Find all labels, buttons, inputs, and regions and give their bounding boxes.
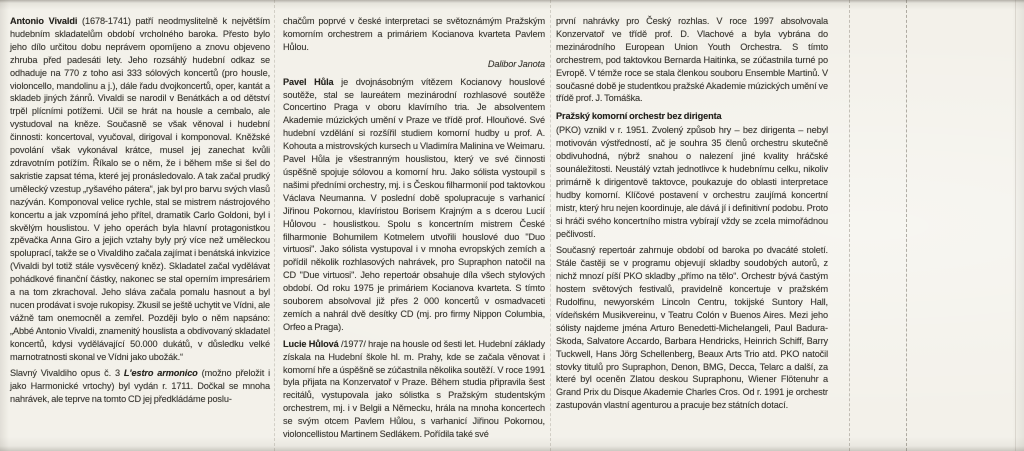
paragraph-text: je dvojnásobným vítězem Kocianovy houslové soutěže, stal se laureátem mezinárodní rozhlasové soutěže Concertino Praga v oboru klavírního tria. Je absolventem Akademie múzických umění v Praze ve třídě prof. Hlouňové. Své hudební vzdělání si rozšířil studiem komorní hudby u prof. A. Kohouta a mistrovských kursech u Vladimíra Malinina ve Weimaru. Pavel Hůla je všestranným houslistou, který ve své činnosti úspěšně spojuje sólovou a komorní hru. Jako sólista vystoupil s našimi předními orchestry, mj. i s Českou filharmonií pod taktovkou Václava Neumanna. V poslední době spolupracuje s varhanicí Jiřinou Pokornou, klavíristou Borisem Krajným a s dcerou Lucií Hůlovou - houslistkou. Spolu s koncertním mistrem České filharmonie Bohumilem Kotmelem utvořili houslové duo "Duo virtuosi". Jako sólista vystupoval i v mnoha evropských zemích a pořídil několik rozhlasových nahrávek, pro Supraphon natočil na CD "Due virtuosi". Jeho repertoár obsahuje díla všech stylových období. Od roku 1975 je primáriem Kocianova kvarteta. S tímto souborem absolvoval již přes 2 000 koncertů v osmadvaceti zemích a nahrál dvě desítky CD (mj. pro firmy Nippon Columbia, Orfeo a Praga). (283, 76, 545, 332)
artist-name-lead: Lucie Hůlová (283, 338, 339, 349)
paragraph-text: (PKO) vznikl v r. 1951. Zvolený způsob hry – bez dirigenta – nebyl motivován výstředností, ač je souhra 35 členů orchestru skutečně obdivuhodná, nýbrž snahou o nalezení jiné kvality hráčské sounáležitosti. Neustálý vztah jednotlivce k hudebnímu celku, nikoliv primárně k dirigentově taktovce, poukazuje do oblasti interpretace hudby komorní. Klíčové postavení v orchestru zaujímá koncertní mistr, který hru nejen koordinuje, ale dává jí i definitivní podobu. Proto si hráči svého koncertního mistra vybírají vždy se zcela mimořádnou pečlivostí. (556, 125, 828, 239)
paragraph-text: první nahrávky pro Český rozhlas. V roce 1997 absolvovala Konzervatoř ve třídě prof. D. Vlachové a byla vybrána do mezinárodního European Union Youth Orchestra. S tímto orchestrem, pod taktovkou Bernarda Haitinka, se zúčastnila turné po Evropě. V témže roce se stala členkou souboru Ensemble Martinů. V současné době je studentkou pražské Akademie múzických umění ve třídě prof. J. Tomáška. (556, 16, 828, 104)
perforation-line-2 (906, 0, 907, 451)
text-column-1 (10, 15, 270, 406)
section-heading-pko (556, 110, 828, 123)
text-column-2 (283, 15, 545, 441)
paragraph-pko-history (556, 124, 828, 240)
fold-crease-1 (274, 0, 275, 451)
paragraph-text: (možno přeložit i jako Harmonické vrtochy) byl vydán r. 1711. Dočkal se mnoha nahrávek, ale teprve na tomto CD jej předkládáme poslu- (10, 368, 270, 405)
paragraph-text: /1977/ hraje na housle od šesti let. Hudební základy získala na Hudební škole hl. m. Prahy, kde se začala věnovat i komorní hře a úspěšně se zúčastnila několika soutěží. V roce 1991 byla přijata na Konzervatoř v Praze. Během studia připravila šest recitálů, vystupovala jako sólistka s Pražským studentským orchestrem, mj. i v Belgii a Německu, hrála na mnoha koncertech se svým otcem Pavlem Hůlou, s varhanicí Jiřinou Pokornou, violoncellistou Martinem Sedlákem. Pořídila také své (283, 338, 545, 440)
author-signature (283, 58, 545, 71)
fold-crease-2 (550, 0, 551, 451)
paragraph-vivaldi-bio (10, 15, 270, 363)
paragraph-text: Současný repertoár zahrnuje období od baroka po dvacáté století. Stále častěji se v programu objevují skladby soudobých autorů, z nichž mnozí píší PKO skladby „přímo na tělo“. Orchestr bývá častým hostem světových festivalů, pravidelně koncertuje v pražském Rudolfinu, newyorském Lincoln Centru, tokijské Suntory Hall, vídeňském Musikvereinu, v Teatru Colón v Buenos Aires. Mezi jeho sólisty najdeme jména Arturo Benedetti-Michelangeli, Paul Badura-Skoda, Salvatore Accardo, Barbara Hendricks, Heinrich Schiff, Barry Tuckwell, Hans Jörg Schellenberg, Beaux Arts Trio atd. PKO natočil stovky titulů pro Supraphon, Denon, BMG, Decca, Telarc a další, za které byl oceněn Zlatou deskou Supraphonu, Wiener Flötenuhr a Grand Prix du Disque Akademie Charles Cros. Od r. 1991 je orchestr zastupován vlastní agenturou a pracuje bez státních dotací. (556, 245, 828, 411)
work-title-lestro-armonico: L'estro armonico (123, 368, 198, 379)
paragraph-lucie-hulova (283, 338, 545, 441)
signature-text: Dalibor Janota (487, 58, 545, 69)
text-column-3 (556, 15, 828, 412)
paragraph-text: (1678-1741) patří neodmyslitelně k největším hudebním skladatelům období vrcholného baroka. Přesto bylo jeho dílo určitou dobu neprávem opomíjeno a znovu objeveno zhruba před padesáti lety. Jeho rozsáhlý hudební odkaz se odhaduje na 770 z toho asi 333 sólových koncertů (pro housle, violoncello, mandolinu a j.), dále řadu dvojkoncertů, oper, kantát a skladeb jiných žánrů. Vivaldi se narodil v Benátkách a od dětství trpěl plícními potížemi. Učil se hrát na housle a cembalo, ale vystudoval na kněze. Současně se však věnoval i hudební činnosti: koncertoval, vyučoval, dirigoval i komponoval. Kněžské povolání však vykonával krátce, musel jej zanechat kvůli zdravotním potížím. Říkalo se o něm, že i během mše si šel do sakristie zapsat téma, které jej pronásledovalo. A tak začal prudký umělecký vzestup „ryšavého pátera“, jak byl pro barvu svých vlasů nazýván. Komponoval velice rychle, stal se mistrem nástrojového koncertu a jak vzpomíná jeho přítel, dramatik Carlo Goldoni, byl i skvělým houslistou. V jeho operách byla hlavní protagonistkou zpěvačka Anna Giro a jejich vztahy byly prý více než uměleckou spoluprací, takže se o Vivaldiho začala zajímat i benátská inkvizice (Vivaldi byl totiž stále vysvěcený kněz). Skladatel začal vydělávat pohádkové finanční částky, nakonec se stal operním impresáriem a na tom zkrachoval. Jeho sláva začala pomalu hasnout a byl nucen prodávat i svoje rukopisy. Zkusil se ještě uchytit ve Vídni, ale vážně tam onemocněl a zemřel. Později bylo o něm napsáno: „Abbé Antonio Vivaldi, znamenitý houslista a obdivovaný skladatel koncertů, kdysi vydělávající 50.000 dukátů, v důsledku velké marnotratnosti skonal ve Vídni jako ubožák.“ (10, 16, 270, 362)
composer-name-lead: Antonio Vivaldi (10, 16, 78, 26)
artist-name-lead: Pavel Hůla (283, 76, 334, 87)
paragraph-opus3 (10, 367, 270, 406)
paragraph-pko-repertoire (556, 244, 828, 412)
paragraph-text: Slavný Vivaldiho opus č. 3 (10, 368, 124, 379)
page-edge-line (1015, 0, 1016, 451)
paragraph-continuation (556, 15, 828, 105)
paragraph-text: chačům poprvé v české interpretaci se světoznámým Pražským komorním orchestrem a primáriem Kocianova kvarteta Pavlem Hůlou. (283, 16, 545, 52)
heading-text: Pražský komorní orchestr bez dirigenta (556, 111, 722, 122)
paragraph-continuation (283, 15, 545, 54)
paragraph-pavel-hula (283, 76, 545, 334)
perforation-line-1 (849, 0, 850, 451)
